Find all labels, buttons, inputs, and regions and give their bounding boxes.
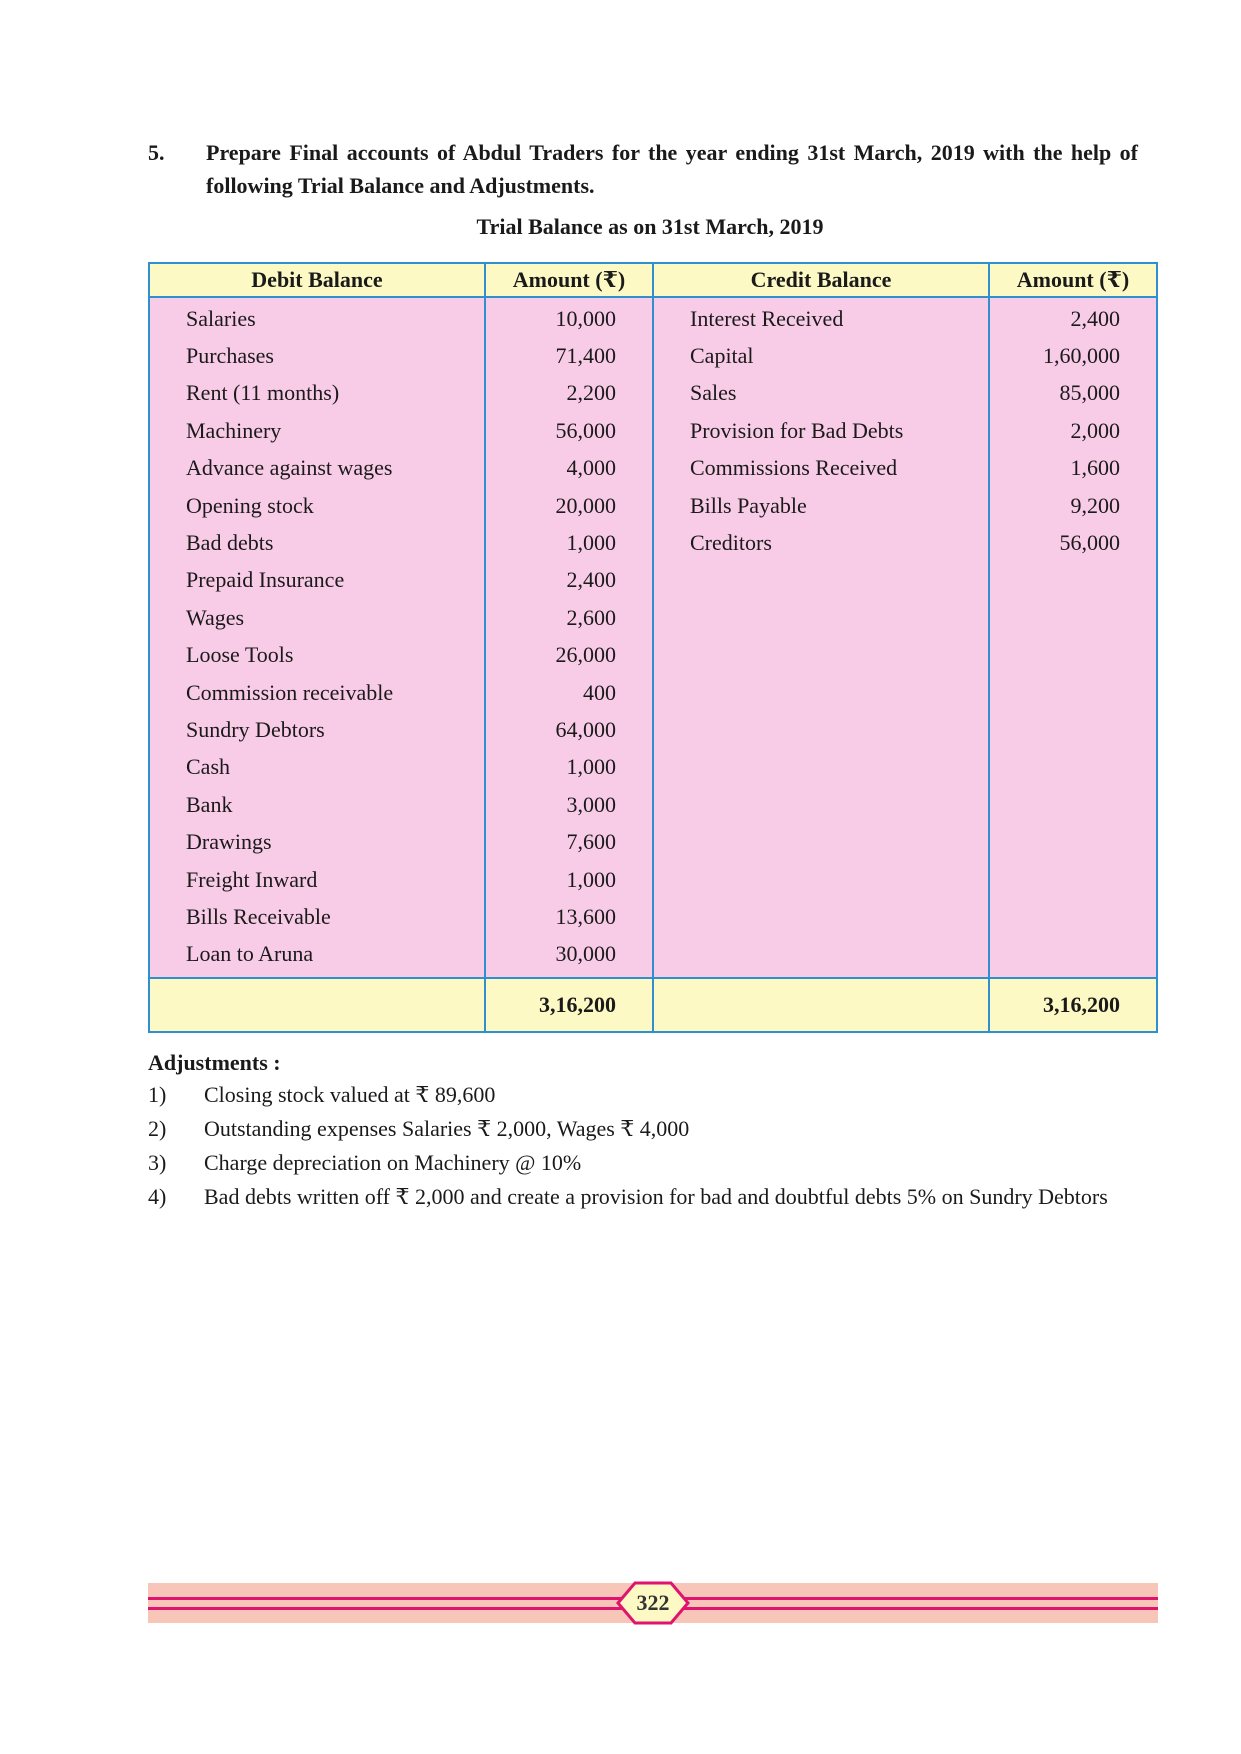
table-row	[149, 823, 1157, 860]
adjustment-number: 1)	[148, 1082, 167, 1107]
debit-account: Purchases	[149, 337, 485, 374]
debit-amount: 20,000	[485, 487, 653, 524]
header-debit-balance: Debit Balance	[149, 263, 485, 297]
debit-amount: 71,400	[485, 337, 653, 374]
credit-account: Interest Received	[653, 297, 989, 337]
credit-account: Capital	[653, 337, 989, 374]
debit-amount: 30,000	[485, 936, 653, 978]
table-row	[149, 337, 1157, 374]
credit-account	[653, 562, 989, 599]
credit-amount	[989, 674, 1157, 711]
debit-account: Machinery	[149, 412, 485, 449]
credit-account: Bills Payable	[653, 487, 989, 524]
credit-amount: 1,600	[989, 450, 1157, 487]
debit-account: Prepaid Insurance	[149, 562, 485, 599]
table-row	[149, 936, 1157, 978]
adjustments-title: Adjustments :	[148, 1050, 281, 1075]
debit-amount: 1,000	[485, 749, 653, 786]
debit-account: Wages	[149, 599, 485, 636]
credit-account: Provision for Bad Debts	[653, 412, 989, 449]
debit-account: Salaries	[149, 297, 485, 337]
table-row	[149, 487, 1157, 524]
credit-amount: 2,400	[989, 297, 1157, 337]
credit-account	[653, 823, 989, 860]
debit-account: Opening stock	[149, 487, 485, 524]
question-number: 5.	[148, 140, 165, 165]
debit-amount: 64,000	[485, 711, 653, 748]
credit-amount: 2,000	[989, 412, 1157, 449]
debit-account: Drawings	[149, 823, 485, 860]
page-number: 322	[636, 1590, 670, 1615]
credit-amount: 9,200	[989, 487, 1157, 524]
credit-account	[653, 898, 989, 935]
table-row	[149, 450, 1157, 487]
debit-account: Bills Receivable	[149, 898, 485, 935]
table-row	[149, 637, 1157, 674]
debit-amount: 2,200	[485, 375, 653, 412]
credit-account	[653, 936, 989, 978]
debit-amount: 10,000	[485, 297, 653, 337]
credit-account	[653, 861, 989, 898]
header-credit-balance: Credit Balance	[653, 263, 989, 297]
debit-account: Bad debts	[149, 524, 485, 561]
credit-amount	[989, 711, 1157, 748]
credit-amount	[989, 936, 1157, 978]
debit-amount: 2,400	[485, 562, 653, 599]
adjustment-text: Charge depreciation on Machinery @ 10%	[204, 1150, 582, 1175]
credit-account: Creditors	[653, 524, 989, 561]
total-debit-amount: 3,16,200	[485, 978, 653, 1032]
table-header-row	[149, 263, 1157, 297]
question-text: Prepare Final accounts of Abdul Traders for the year ending 31st March, 2019 with the help of following Trial Balance and Adjustments.	[206, 140, 1138, 198]
header-credit-amount: Amount (₹)	[989, 263, 1157, 297]
table-row	[149, 749, 1157, 786]
adjustment-text: Outstanding expenses Salaries ₹ 2,000, Wages ₹ 4,000	[204, 1116, 690, 1141]
header-debit-amount: Amount (₹)	[485, 263, 653, 297]
credit-account: Sales	[653, 375, 989, 412]
debit-account: Bank	[149, 786, 485, 823]
credit-account	[653, 599, 989, 636]
credit-amount	[989, 823, 1157, 860]
table-row	[149, 524, 1157, 561]
table-row	[149, 861, 1157, 898]
debit-account: Advance against wages	[149, 450, 485, 487]
debit-amount: 26,000	[485, 637, 653, 674]
credit-amount	[989, 749, 1157, 786]
adjustment-text: Bad debts written off ₹ 2,000 and create a provision for bad and doubtful debts 5% on Sundry Debtors	[204, 1184, 1108, 1209]
adjustment-number: 2)	[148, 1116, 167, 1141]
adjustment-text: Closing stock valued at ₹ 89,600	[204, 1082, 496, 1107]
debit-account: Commission receivable	[149, 674, 485, 711]
adjustment-item	[148, 1180, 1158, 1213]
table-row	[149, 711, 1157, 748]
credit-amount	[989, 599, 1157, 636]
total-debit-label	[149, 978, 485, 1032]
credit-account	[653, 786, 989, 823]
debit-account: Loose Tools	[149, 637, 485, 674]
debit-account: Cash	[149, 749, 485, 786]
table-row	[149, 599, 1157, 636]
debit-amount: 3,000	[485, 786, 653, 823]
credit-amount	[989, 898, 1157, 935]
debit-account: Rent (11 months)	[149, 375, 485, 412]
debit-account: Loan to Aruna	[149, 936, 485, 978]
table-row	[149, 375, 1157, 412]
total-credit-label	[653, 978, 989, 1032]
adjustments-list	[148, 1078, 1158, 1214]
table-row	[149, 786, 1157, 823]
page-number-badge	[616, 1581, 690, 1625]
adjustment-item	[148, 1078, 1158, 1111]
table-row	[149, 898, 1157, 935]
credit-amount	[989, 637, 1157, 674]
adjustment-item	[148, 1146, 1158, 1179]
credit-account	[653, 637, 989, 674]
credit-amount	[989, 562, 1157, 599]
trial-balance-table	[148, 262, 1158, 1033]
table-row	[149, 297, 1157, 337]
table-row	[149, 674, 1157, 711]
total-credit-amount: 3,16,200	[989, 978, 1157, 1032]
credit-account	[653, 674, 989, 711]
credit-amount	[989, 861, 1157, 898]
table-row	[149, 562, 1157, 599]
table-row	[149, 412, 1157, 449]
debit-amount: 2,600	[485, 599, 653, 636]
debit-amount: 400	[485, 674, 653, 711]
trial-balance-title: Trial Balance as on 31st March, 2019	[476, 214, 824, 239]
credit-amount	[989, 786, 1157, 823]
credit-amount: 56,000	[989, 524, 1157, 561]
debit-amount: 56,000	[485, 412, 653, 449]
debit-amount: 4,000	[485, 450, 653, 487]
adjustment-number: 4)	[148, 1184, 167, 1209]
debit-amount: 7,600	[485, 823, 653, 860]
credit-account	[653, 749, 989, 786]
debit-amount: 1,000	[485, 524, 653, 561]
debit-account: Freight Inward	[149, 861, 485, 898]
adjustment-item	[148, 1112, 1158, 1145]
credit-amount: 85,000	[989, 375, 1157, 412]
debit-account: Sundry Debtors	[149, 711, 485, 748]
credit-account	[653, 711, 989, 748]
debit-amount: 13,600	[485, 898, 653, 935]
credit-amount: 1,60,000	[989, 337, 1157, 374]
debit-amount: 1,000	[485, 861, 653, 898]
adjustment-number: 3)	[148, 1150, 167, 1175]
totals-row	[149, 978, 1157, 1032]
credit-account: Commissions Received	[653, 450, 989, 487]
